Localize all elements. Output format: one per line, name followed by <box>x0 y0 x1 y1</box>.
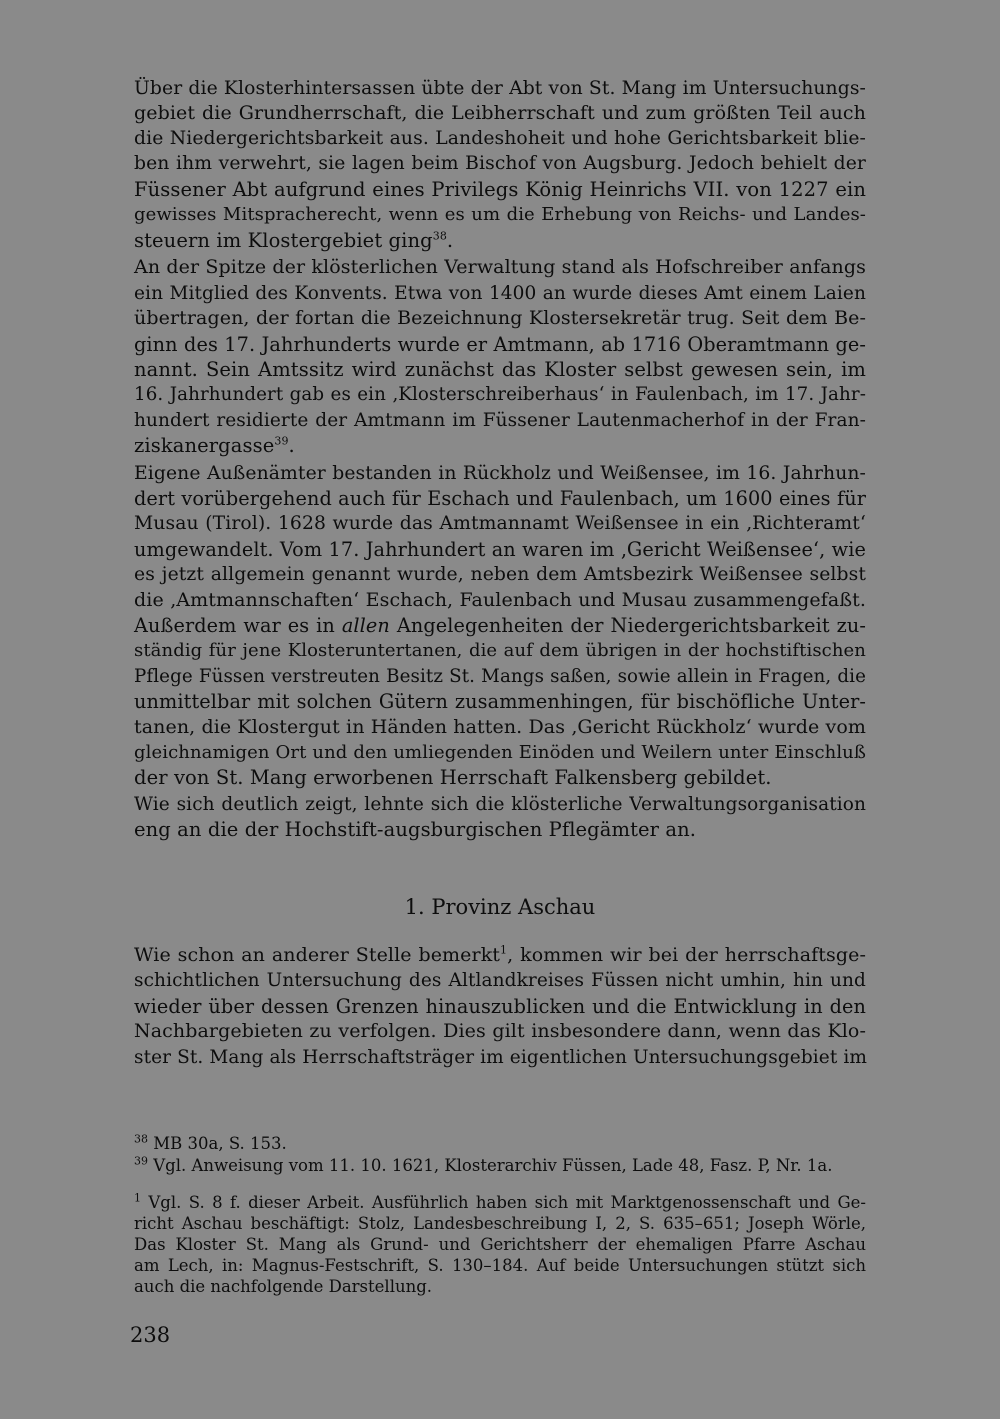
text-line: Über die Klosterhintersassen übte der Abt von St. Mang im Untersuchungs- <box>134 78 866 99</box>
footnote-mark: 38 <box>134 1132 148 1146</box>
text-line: die Niedergerichtsbarkeit aus. Landeshoheit und hohe Gerichtsbarkeit blie- <box>134 128 866 149</box>
footnote-1 <box>134 1193 866 1213</box>
text-line: der von St. Mang erworbenen Herrschaft Falkensberg gebildet. <box>134 766 772 789</box>
text-line: Wie sich deutlich zeigt, lehnte sich die klösterliche Verwaltungsorganisation <box>134 794 866 815</box>
text-line <box>134 228 866 253</box>
text-line: dert vorübergehend auch für Eschach und Faulenbach, um 1600 eines für <box>134 487 866 510</box>
text-line: gleichnamigen Ort und den umliegenden Einöden und Weilern unter Einschluß <box>134 742 866 763</box>
line-text: , kommen wir bei der herrschaftsge- <box>507 944 866 966</box>
footnote-ref[interactable]: 39 <box>274 434 289 448</box>
text-line: Füssener Abt aufgrund eines Privilegs König Heinrichs VII. von 1227 ein <box>134 178 866 201</box>
text-line <box>134 613 866 638</box>
line-text: steuern im Klostergebiet ging <box>134 229 433 252</box>
text-line: eng an die der Hochstift-augsburgischen Pflegämter an. <box>134 818 697 841</box>
footnote-ref[interactable]: 38 <box>432 229 447 243</box>
footnote-39 <box>134 1156 866 1176</box>
footnote-text: Vgl. S. 8 f. dieser Arbeit. Ausführlich haben sich mit Marktgenossenschaft und Ge- <box>148 1193 866 1212</box>
line-end: . <box>446 229 454 252</box>
text-line: die ‚Amtmannschaften‘ Eschach, Faulenbach und Musau zusammengefaßt. <box>134 589 866 611</box>
text-line: es jetzt allgemein genannt wurde, neben dem Amtsbezirk Weißensee selbst <box>134 564 866 585</box>
text-line: Nachbargebieten zu verfolgen. Dies gilt insbesondere dann, wenn das Klo- <box>134 1020 866 1042</box>
line-text: Außerdem war es in <box>134 614 335 637</box>
footnote-text: Vgl. Anweisung vom 11. 10. 1621, Klosterarchiv Füssen, Lade 48, Fasz. P, Nr. 1a. <box>153 1156 833 1175</box>
text-line: gewisses Mitspracherecht, wenn es um die Erhebung von Reichs- und Landes- <box>134 204 866 225</box>
text-line: umgewandelt. Vom 17. Jahrhundert an waren im ‚Gericht Weißensee‘, wie <box>134 538 866 561</box>
line-text: Wie schon an anderer Stelle bemerkt <box>134 944 501 966</box>
footnote-line: am Lech, in: Magnus-Festschrift, S. 130–184. Auf beide Untersuchungen stützt sich <box>134 1256 866 1275</box>
footnote-mark: 39 <box>134 1154 148 1168</box>
text-line: wieder über dessen Grenzen hinauszublicken und die Entwicklung in den <box>134 995 866 1018</box>
section-heading: 1. Provinz Aschau <box>404 895 596 919</box>
text-line: 16. Jahrhundert gab es ein ‚Klosterschreiberhaus‘ in Faulenbach, im 17. Jahr- <box>134 384 866 405</box>
text-line: hundert residierte der Amtmann im Füssener Lautenmacherhof in der Fran- <box>134 410 866 431</box>
text-line <box>134 943 866 968</box>
text-line: ein Mitglied des Konvents. Etwa von 1400 an wurde dieses Amt einem Laien <box>134 283 866 304</box>
emphasis-text: allen <box>341 614 390 637</box>
text-line: tanen, die Klostergut in Händen hatten. Das ‚Gericht Rückholz‘ wurde vom <box>134 716 866 738</box>
text-line: übertragen, der fortan die Bezeichnung Klostersekretär trug. Seit dem Be- <box>134 307 866 329</box>
footnote-38 <box>134 1134 866 1154</box>
footnote-mark: 1 <box>134 1191 141 1205</box>
text-line <box>134 433 866 458</box>
footnote-ref[interactable]: 1 <box>500 943 508 957</box>
line-end: . <box>288 434 295 457</box>
line-text: ziskanergasse <box>134 434 275 457</box>
text-line: schichtlichen Untersuchung des Altlandkreises Füssen nicht umhin, hin und <box>134 970 866 991</box>
footnote-line: Das Kloster St. Mang als Grund- und Gerichtsherr der ehemaligen Pfarre Aschau <box>134 1235 866 1254</box>
footnote-line: auch die nachfolgende Darstellung. <box>134 1277 433 1296</box>
text-line: ständig für jene Klosteruntertanen, die auf dem übrigen in der hochstiftischen <box>134 640 866 661</box>
line-text: Angelegenheiten der Niedergerichtsbarkeit zu- <box>396 614 866 637</box>
text-line: unmittelbar mit solchen Gütern zusammenhingen, für bischöfliche Unter- <box>134 690 866 713</box>
footnote-text: MB 30a, S. 153. <box>153 1134 287 1153</box>
text-line: Musau (Tirol). 1628 wurde das Amtmannamt Weißensee in ein ‚Richteramt‘ <box>134 513 866 534</box>
page-number: 238 <box>130 1323 171 1347</box>
footnote-line: richt Aschau beschäftigt: Stolz, Landesbeschreibung I, 2, S. 635–651; Joseph Wörle, <box>134 1214 866 1233</box>
text-line: nannt. Sein Amtssitz wird zunächst das Kloster selbst gewesen sein, im <box>134 358 866 381</box>
text-line: ster St. Mang als Herrschaftsträger im eigentlichen Untersuchungsgebiet im <box>134 1047 868 1068</box>
text-line: Eigene Außenämter bestanden in Rückholz und Weißensee, im 16. Jahrhun- <box>134 463 866 484</box>
text-line: An der Spitze der klösterlichen Verwaltung stand als Hofschreiber anfangs <box>134 256 866 278</box>
text-line: Pflege Füssen verstreuten Besitz St. Mangs saßen, sowie allein in Fragen, die <box>134 666 866 687</box>
text-line: ginn des 17. Jahrhunderts wurde er Amtmann, ab 1716 Oberamtmann ge- <box>134 333 866 356</box>
text-line: ben ihm verwehrt, sie lagen beim Bischof von Augsburg. Jedoch behielt der <box>134 153 866 174</box>
text-line: gebiet die Grundherrschaft, die Leibherrschaft und zum größten Teil auch <box>134 102 866 124</box>
